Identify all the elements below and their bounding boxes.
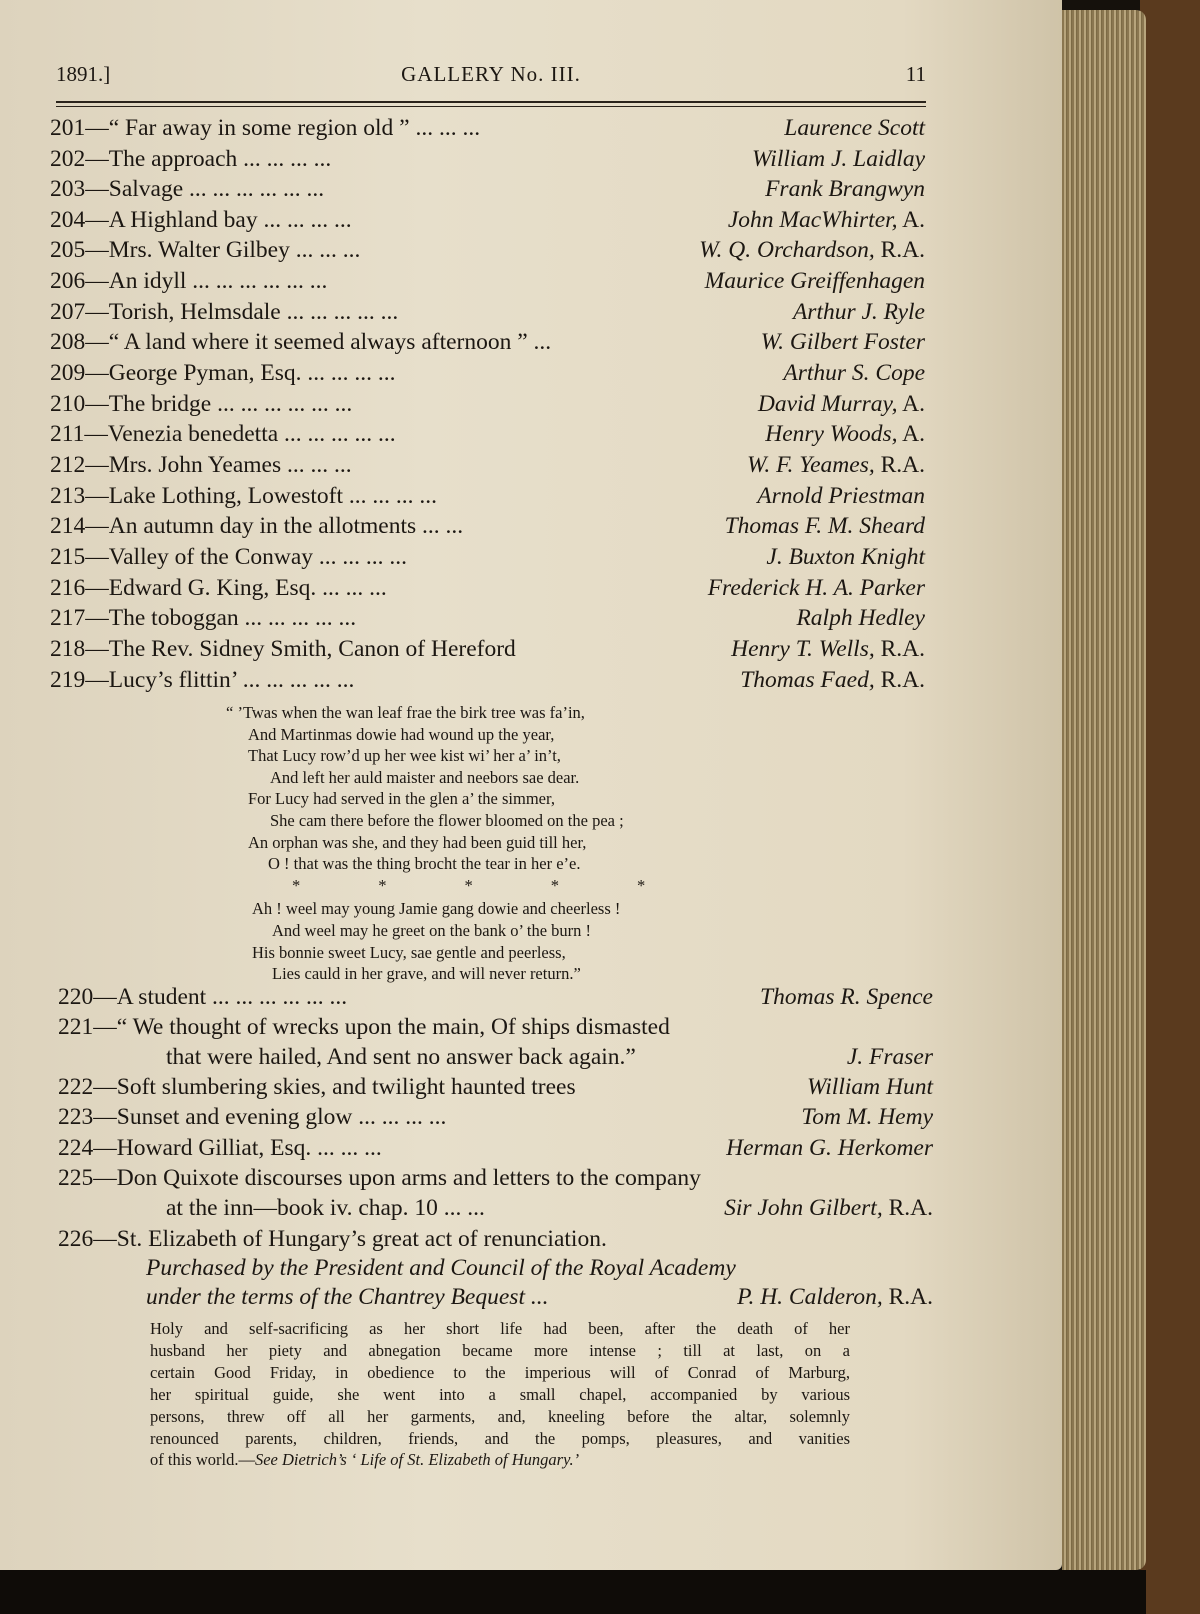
running-header bbox=[56, 62, 926, 102]
entry-title: 218—The Rev. Sidney Smith, Canon of Hereford bbox=[50, 636, 516, 662]
entry-artist: W. Gilbert Foster bbox=[760, 329, 925, 355]
entry-note bbox=[150, 1318, 850, 1471]
entry-title: 204—A Highland bay ... ... ... ... bbox=[50, 207, 352, 233]
catalogue-entry bbox=[50, 452, 925, 482]
poem-line: That Lucy row’d up her wee kist wi’ her a’ in’t, bbox=[248, 746, 561, 766]
entry-artist: P. H. Calderon, R.A. bbox=[737, 1284, 933, 1310]
entry-artist: J. Fraser bbox=[846, 1044, 933, 1070]
entry-title: 207—Torish, Helmsdale ... ... ... ... ... bbox=[50, 299, 399, 325]
entry-artist: Tom M. Hemy bbox=[801, 1104, 933, 1130]
poem-star: * bbox=[464, 875, 473, 895]
entry-artist: Herman G. Herkomer bbox=[726, 1135, 933, 1161]
entry-artist: Maurice Greiffenhagen bbox=[704, 268, 925, 294]
catalogue-entry bbox=[50, 483, 925, 513]
entry-artist: Arthur S. Cope bbox=[783, 360, 925, 386]
entry-title: 201—“ Far away in some region old ” ... ... ... bbox=[50, 115, 481, 141]
catalogue-entry bbox=[58, 1104, 933, 1134]
poem-line: And weel may he greet on the bank o’ the burn ! bbox=[272, 920, 592, 940]
entry-title: 214—An autumn day in the allotments ... ... bbox=[50, 513, 464, 539]
entry-artist: John MacWhirter, A. bbox=[727, 207, 925, 233]
poem-line: His bonnie sweet Lucy, sae gentle and peerless, bbox=[252, 942, 566, 962]
page-number: 11 bbox=[905, 62, 926, 86]
catalogue-entry bbox=[50, 513, 925, 543]
entry-title: that were hailed, And sent no answer back again.” bbox=[166, 1044, 636, 1070]
catalogue-entry bbox=[50, 176, 925, 206]
note-line: Holy and self-sacrificing as her short life had been, after the death of her bbox=[150, 1319, 850, 1338]
chantrey-purchase-line: Purchased by the President and Council of the Royal Academy bbox=[146, 1255, 736, 1281]
entry-title: 225—Don Quixote discourses upon arms and letters to the company bbox=[58, 1165, 701, 1191]
catalogue-entry bbox=[50, 299, 925, 329]
catalogue-entry bbox=[50, 391, 925, 421]
entry-title: 213—Lake Lothing, Lowestoft ... ... ... ... bbox=[50, 483, 438, 509]
catalogue-entry bbox=[50, 636, 925, 666]
entry-title: 211—Venezia benedetta ... ... ... ... ... bbox=[50, 421, 396, 447]
catalogue-entry bbox=[50, 207, 925, 237]
catalogue-entry bbox=[58, 1014, 933, 1044]
entry-artist: Thomas Faed, R.A. bbox=[740, 667, 925, 693]
entry-artist: Laurence Scott bbox=[784, 115, 925, 141]
catalogue-entry bbox=[50, 605, 925, 635]
note-line: husband her piety and abnegation became more intense ; till at last, on a bbox=[150, 1340, 850, 1360]
poem-ellipsis-stars bbox=[226, 875, 645, 897]
entry-artist: Henry Woods, A. bbox=[765, 421, 925, 447]
book-cover bbox=[1140, 0, 1200, 1614]
entry-artist: Thomas F. M. Sheard bbox=[724, 513, 925, 539]
catalogue-entry bbox=[50, 146, 925, 176]
note-line: of this world.—See Dietrich’s ‘ Life of St. Elizabeth of Hungary.’ bbox=[150, 1450, 580, 1470]
catalogue-entry bbox=[50, 544, 925, 574]
entry-title: 203—Salvage ... ... ... ... ... ... bbox=[50, 176, 325, 202]
poem-line: For Lucy had served in the glen a’ the simmer, bbox=[248, 789, 555, 809]
note-line: her spiritual guide, she went into a small chapel, accompanied by various bbox=[150, 1384, 850, 1404]
entry-title: 222—Soft slumbering skies, and twilight haunted trees bbox=[58, 1074, 576, 1100]
entry-artist: Frederick H. A. Parker bbox=[707, 575, 925, 601]
entry-title: 220—A student ... ... ... ... ... ... bbox=[58, 984, 348, 1010]
poem-line: Lies cauld in her grave, and will never return.” bbox=[272, 964, 581, 984]
entry-title: 208—“ A land where it seemed always afternoon ” ... bbox=[50, 329, 552, 355]
poem-line: She cam there before the flower bloomed on the pea ; bbox=[270, 810, 624, 830]
catalogue-entry bbox=[50, 667, 925, 697]
entry-artist: W. Q. Orchardson, R.A. bbox=[699, 237, 925, 263]
purchase-terms: under the terms of the Chantrey Bequest ... bbox=[146, 1284, 549, 1310]
entry-artist: William Hunt bbox=[807, 1074, 933, 1100]
poem-line: “ ’Twas when the wan leaf frae the birk tree was fa’in, bbox=[226, 703, 585, 722]
entry-artist: Henry T. Wells, R.A. bbox=[731, 636, 925, 662]
poem-quotation bbox=[226, 702, 645, 985]
entry-title: 209—George Pyman, Esq. ... ... ... ... bbox=[50, 360, 396, 386]
entry-artist: William J. Laidlay bbox=[752, 146, 925, 172]
note-line: persons, threw off all her garments, and, kneeling before the altar, solemnly bbox=[150, 1406, 850, 1426]
header-rule bbox=[56, 101, 926, 103]
chantrey-purchase-line bbox=[146, 1284, 933, 1314]
entry-artist: W. F. Yeames, R.A. bbox=[746, 452, 925, 478]
entry-title: 219—Lucy’s flittin’ ... ... ... ... ... bbox=[50, 667, 355, 693]
catalogue-entry bbox=[50, 575, 925, 605]
catalogue-entry bbox=[50, 329, 925, 359]
page-edges bbox=[1062, 10, 1146, 1570]
entry-artist: J. Buxton Knight bbox=[766, 544, 925, 570]
entry-title: 212—Mrs. John Yeames ... ... ... bbox=[50, 452, 352, 478]
catalogue-entry bbox=[50, 115, 925, 145]
entry-title: 217—The toboggan ... ... ... ... ... bbox=[50, 605, 357, 631]
catalogue-entry bbox=[58, 1074, 933, 1104]
entry-title: 223—Sunset and evening glow ... ... ... ... bbox=[58, 1104, 447, 1130]
poem-star: * bbox=[637, 875, 646, 895]
catalogue-entry bbox=[58, 1165, 933, 1195]
header-title: GALLERY No. III. bbox=[401, 62, 581, 86]
catalogue-entry bbox=[50, 268, 925, 298]
bottom-shadow bbox=[0, 1570, 1146, 1614]
catalogue-entry bbox=[58, 1226, 933, 1256]
entry-artist: Thomas R. Spence bbox=[760, 984, 933, 1010]
note-line: renounced parents, children, friends, and the pomps, pleasures, and vanities bbox=[150, 1428, 850, 1448]
poem-line: And left her auld maister and neebors sae dear. bbox=[270, 767, 580, 787]
catalogue-entry bbox=[50, 421, 925, 451]
entry-artist: David Murray, A. bbox=[757, 391, 925, 417]
catalogue-entry-continued bbox=[166, 1044, 933, 1074]
entry-title: 215—Valley of the Conway ... ... ... ... bbox=[50, 544, 408, 570]
poem-star: * bbox=[292, 875, 301, 895]
entry-artist: Sir John Gilbert, R.A. bbox=[724, 1195, 933, 1221]
header-rule-thin bbox=[56, 106, 926, 107]
catalogue-entry bbox=[58, 1135, 933, 1165]
catalogue-entry bbox=[50, 360, 925, 390]
entry-artist: Ralph Hedley bbox=[796, 605, 925, 631]
note-line: certain Good Friday, in obedience to the imperious will of Conrad of Marburg, bbox=[150, 1362, 850, 1382]
entry-title: 205—Mrs. Walter Gilbey ... ... ... bbox=[50, 237, 361, 263]
poem-line: An orphan was she, and they had been guid till her, bbox=[248, 832, 587, 852]
note-citation: See Dietrich’s ‘ Life of St. Elizabeth of Hungary.’ bbox=[254, 1450, 580, 1470]
catalogue-entry bbox=[58, 984, 933, 1014]
entry-title: 206—An idyll ... ... ... ... ... ... bbox=[50, 268, 328, 294]
entry-title: 224—Howard Gilliat, Esq. ... ... ... bbox=[58, 1135, 382, 1161]
entry-artist: Arnold Priestman bbox=[757, 483, 925, 509]
entry-title: 226—St. Elizabeth of Hungary’s great act of renunciation. bbox=[58, 1226, 607, 1252]
catalogue-entry bbox=[50, 237, 925, 267]
poem-line: O ! that was the thing brocht the tear in her e’e. bbox=[268, 854, 581, 874]
entry-title: 202—The approach ... ... ... ... bbox=[50, 146, 332, 172]
entry-title: at the inn—book iv. chap. 10 ... ... bbox=[166, 1195, 485, 1221]
poem-line: And Martinmas dowie had wound up the year, bbox=[248, 724, 555, 744]
entry-title: 216—Edward G. King, Esq. ... ... ... bbox=[50, 575, 387, 601]
catalogue-entry-continued bbox=[166, 1195, 933, 1225]
header-year: 1891.] bbox=[56, 62, 111, 86]
poem-star: * bbox=[378, 875, 387, 895]
entry-title: 221—“ We thought of wrecks upon the main, Of ships dismasted bbox=[58, 1014, 670, 1040]
poem-star: * bbox=[550, 875, 559, 895]
entry-artist: Arthur J. Ryle bbox=[792, 299, 925, 325]
poem-line: Ah ! weel may young Jamie gang dowie and cheerless ! bbox=[252, 899, 621, 919]
entry-artist: Frank Brangwyn bbox=[765, 176, 925, 202]
entry-title: 210—The bridge ... ... ... ... ... ... bbox=[50, 391, 353, 417]
